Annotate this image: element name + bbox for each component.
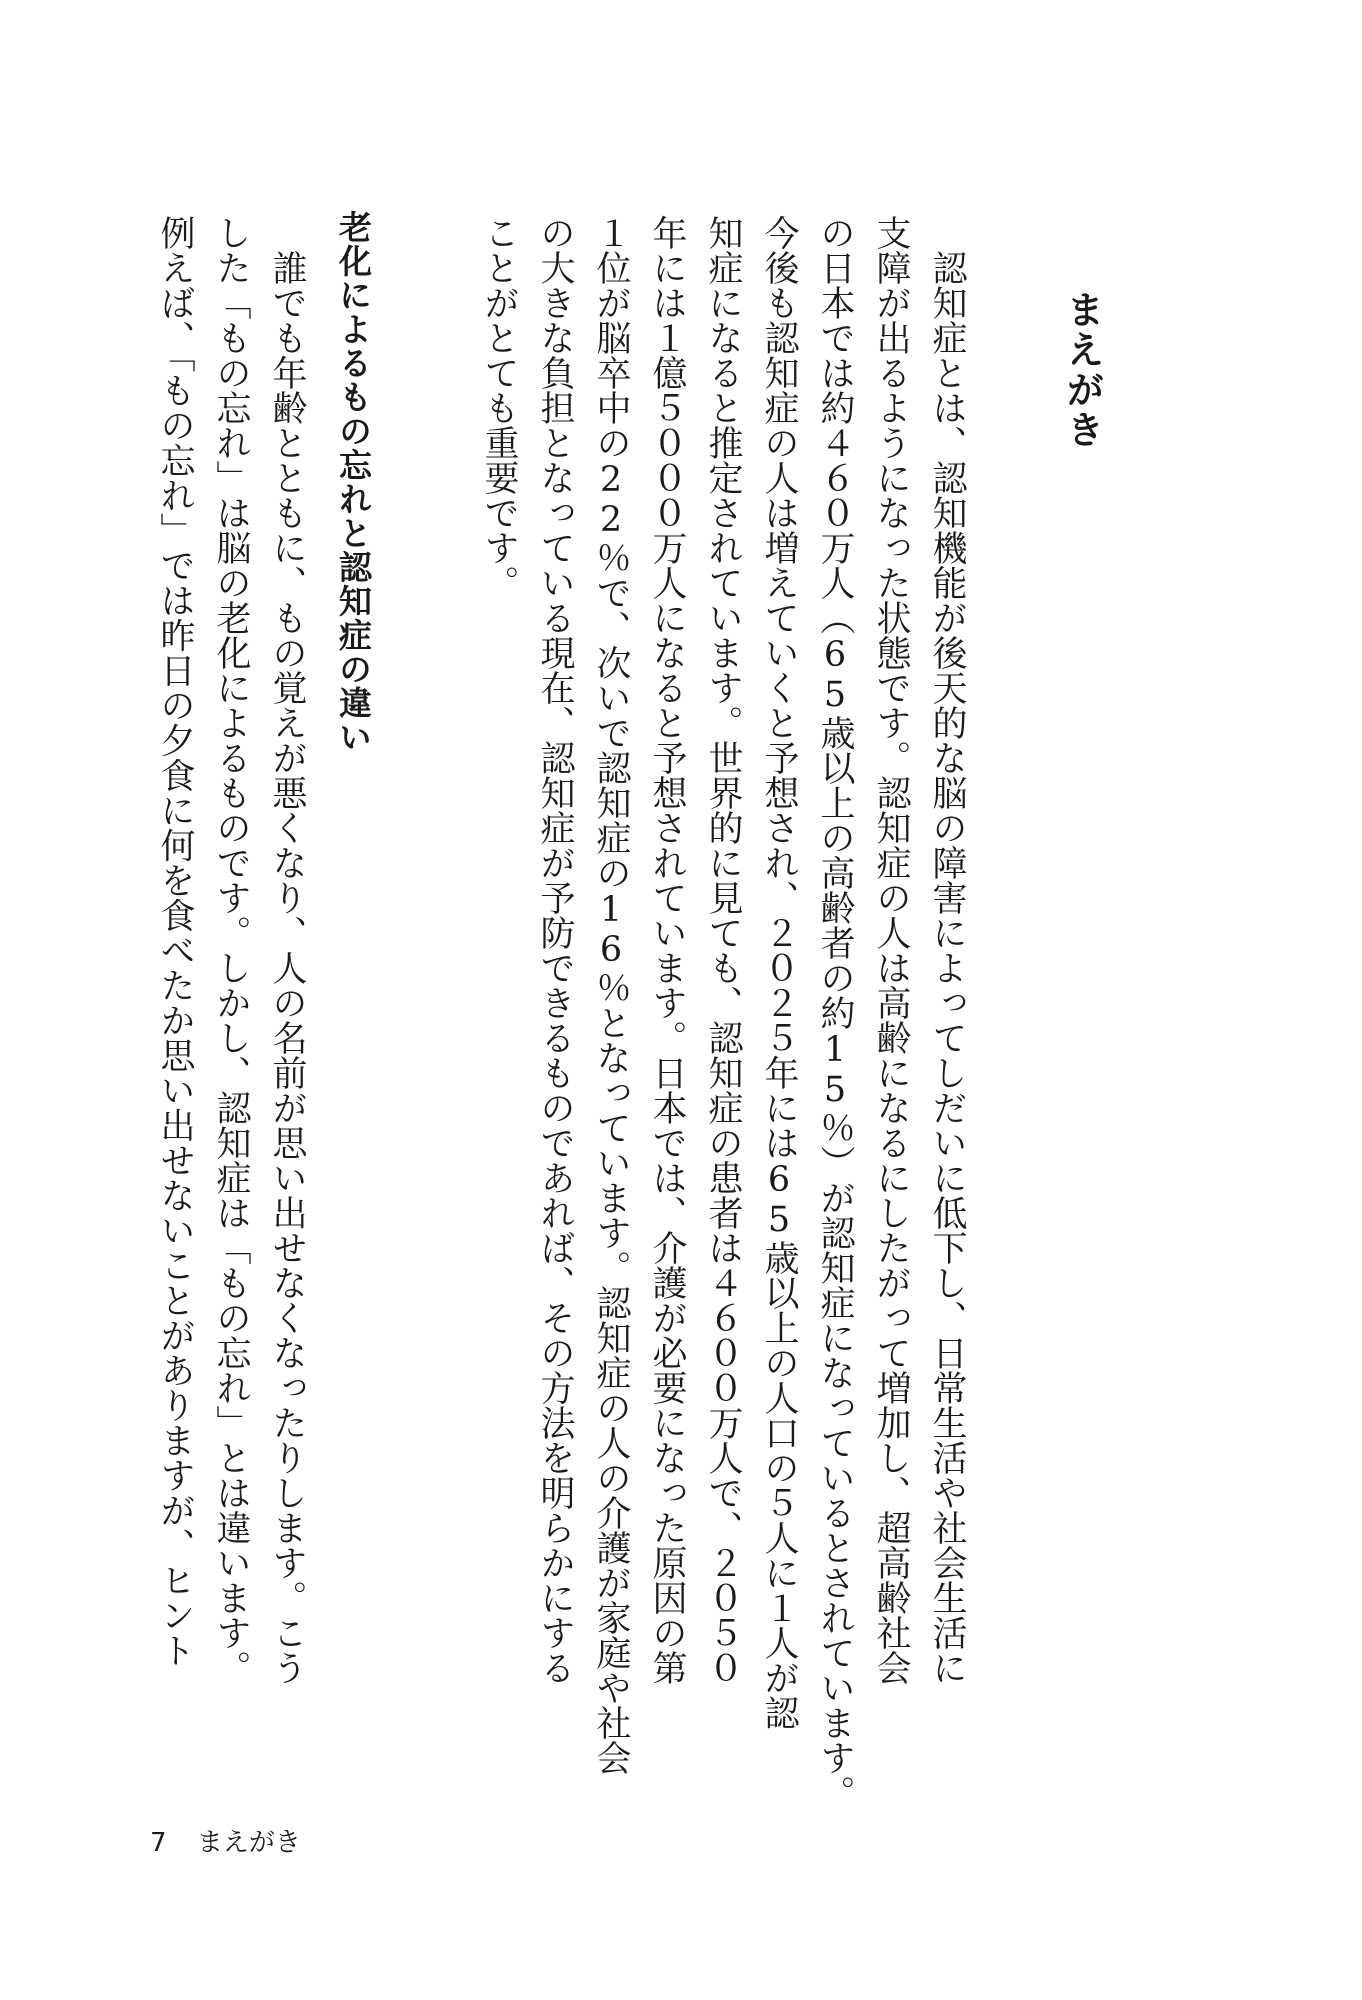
section-heading: 老化によるもの忘れと認知症の違い	[334, 210, 373, 754]
page-number: 7	[150, 1828, 167, 1858]
text-line: の大きな負担となっている現在、認知症が予防できるものであれば、その方法を明らかにする	[535, 215, 575, 1685]
page-title: まえがき	[1060, 290, 1104, 450]
text-line: 年には１億５０００万人になると予想されています。日本では、介護が必要になった原因の第	[647, 215, 687, 1685]
text-line: 今後も認知症の人は増えていくと予想され、２０２５年には65歳以上の人口の５人に１人が認	[759, 215, 799, 1730]
text-line: 知症になると推定されています。世界的に見ても、認知症の患者は４６００万人で、２０５０	[703, 215, 743, 1685]
text-line: した「もの忘れ」は脳の老化によるものです。しかし、認知症は「もの忘れ」とは違います。	[211, 215, 251, 1685]
running-title: まえがき	[196, 1828, 301, 1858]
page-footer	[150, 1822, 301, 1859]
section-paragraph	[145, 215, 315, 1795]
text-line: ことがとても重要です。	[479, 215, 519, 600]
text-line: １位が脳卒中の22％で、次いで認知症の16％となっています。認知症の人の介護が家庭や社会	[591, 215, 631, 1775]
intro-paragraph	[455, 215, 975, 1810]
text-line: 誰でも年齢とともに、もの覚えが悪くなり、人の名前が思い出せなくなったりします。こう	[267, 215, 307, 1685]
text-line: 例えば、「もの忘れ」では昨日の夕食に何を食べたか思い出せないことがありますが、ヒント	[155, 215, 195, 1668]
text-line: の日本では約４６０万人（65歳以上の高齢者の約15％）が認知症になっているとされています。	[815, 215, 855, 1810]
text-line: 支障が出るようになった状態です。認知症の人は高齢になるにしたがって増加し、超高齢社会	[871, 215, 911, 1685]
text-line: 認知症とは、認知機能が後天的な脳の障害によってしだいに低下し、日常生活や社会生活に	[927, 215, 967, 1685]
